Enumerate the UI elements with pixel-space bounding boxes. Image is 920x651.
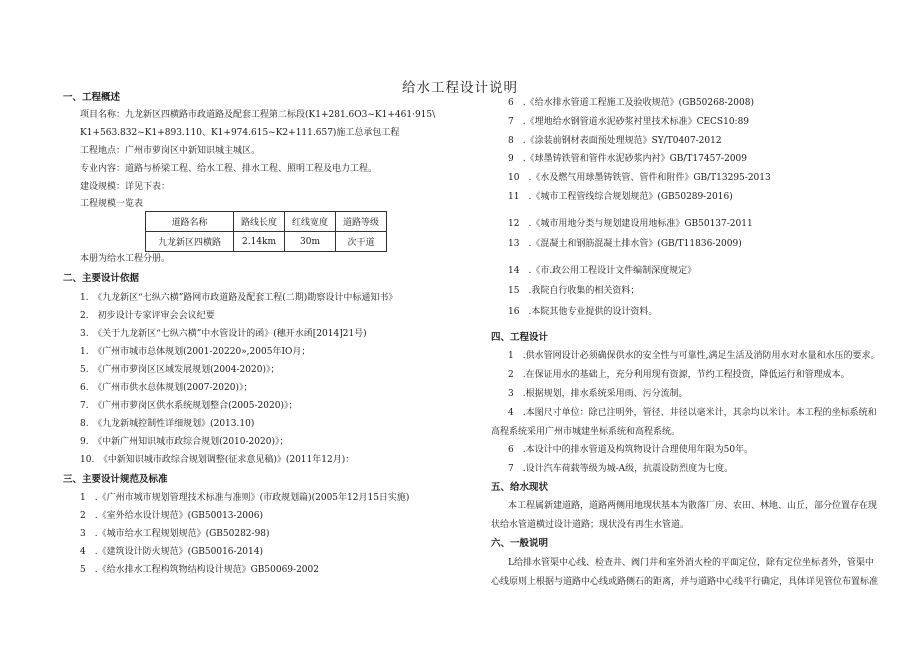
standard-item: 10 .《水及燃气用球墨铸铁管、管件和附件》GB/T13295-2013 — [508, 173, 771, 183]
basis-item: 3. 《关于九龙新区“七纵六横”中水管设计的函》(穗开水函[2014]21号) — [80, 329, 367, 339]
basis-item: 5. 《广州市萝岗区区域发展规划(2004-2020)》； — [80, 365, 280, 375]
project-name-line-1: 项目名称：九龙新区四横路市政道路及配套工程第二标段(K1+281.6O3~K1+461·915\ — [80, 110, 436, 120]
design-item: 1 .供水管网设计必须确保供水的安全性与可靠性,满足生活及消防用水对水量和水压的要求。 — [508, 351, 880, 361]
table-row — [146, 232, 387, 252]
table-header-cell: 路线长度 — [234, 212, 285, 232]
section-heading-status: 五、给水现状 — [491, 482, 549, 493]
design-item: 高程系统采用广州市城建坐标系统和高程系统。 — [491, 427, 681, 437]
section-heading-standards: 三、主要设计规范及标准 — [63, 474, 168, 485]
standard-item: 9 .《球墨铸铁管和管件水泥砂浆内衬》GB/T17457-2009 — [508, 154, 748, 164]
basis-item: 9. 《中新广州知识城市政综合规划(2010-2020)》； — [80, 437, 289, 447]
standard-item: 12 .《城市用地分类与规划建设用地标准》GB50137-2011 — [508, 219, 753, 229]
volume-note: 本册为给水工程分册。 — [80, 254, 171, 264]
standard-item: 11 .《城市工程管线综合规划规范》(GB50289-2016) — [508, 192, 733, 202]
basis-item: 10. 《中新知识城市政综合规划调整(征求意见稿)》(2011年12月)： — [80, 455, 355, 465]
table-cell: 30m — [285, 232, 336, 252]
basis-item: 2. 初步设计专家评审会会议纪要 — [80, 311, 215, 321]
standard-item: 15 .我院自行收集的相关资料； — [508, 286, 640, 296]
basis-item: 1. 《广州市城市总体规划(2001-20220»,2005年IO月； — [80, 347, 311, 357]
design-item: 2 .在保证用水的基础上，充分利用现有资源，节约工程投资，降低运行和管理成本。 — [508, 370, 850, 380]
standard-item: 8 .《涂装前钢材表面预处理规范》SY/T0407-2012 — [508, 136, 722, 146]
standard-item: 3 .《城市给水工程规划规范》(GB50282-98) — [80, 529, 270, 539]
table-title: 工程规模一览表 — [80, 199, 144, 209]
standard-item: 2 .《室外给水设计规范》(GB50013-2006) — [80, 511, 263, 521]
section-heading-basis: 二、主要设计依据 — [63, 273, 140, 284]
table-header-cell: 道路等级 — [336, 212, 387, 232]
scale-table — [145, 211, 387, 252]
basis-item: 8. 《九龙新城控制性详细规划》(2013.10) — [80, 419, 255, 429]
standard-item: 5 .《给水排水工程构筑物结构设计规范》GB50069-2002 — [80, 565, 319, 575]
project-specialties: 专业内容：道路与桥梁工程、给水工程、排水工程、照明工程及电力工程。 — [80, 164, 378, 174]
design-item: 4 .本图尺寸单位：除已注明外，管径、井径以毫米计，其余均以米计。本工程的坐标系统和 — [508, 408, 877, 418]
general-text-line: 心线原则上根据与道路中心线或路侧石的距离，并与道路中心线平行确定，具体详见管位布置标准 — [491, 577, 879, 587]
design-item: 6 .本设计中的排水管道及构筑物设计合理使用年限为50年。 — [508, 445, 754, 455]
standard-item: 16 .本院其他专业提供的设计资料。 — [508, 307, 658, 317]
standard-item: 1 .《广州市城市规划管理技术标准与准则》(市政规划篇)(2005年12月15日实施) — [80, 493, 410, 503]
standard-item: 14 .《市.政公用工程设计文件编制深度规定》 — [508, 266, 697, 276]
general-text-line: L给排水管渠中心线、检查井、阀门井和室外消火栓的平面定位，除有定位坐标者外，管渠中 — [508, 558, 874, 568]
document-title: 给水工程设计说明 — [402, 80, 518, 96]
project-location: 工程地点：广州市萝岗区中新知识城主城区。 — [80, 146, 261, 156]
table-cell: 2.14km — [234, 232, 285, 252]
scale-label: 建设规模：详见下表： — [80, 182, 171, 192]
table-header-row — [146, 212, 387, 232]
project-name-line-2: K1+563.832~K1+893.110、K1+974.615~K2+111.657)施工总承包工程 — [80, 128, 400, 138]
basis-item: 7. 《广州市萝岗区供水系统规划整合(2005-2020)》； — [80, 401, 298, 411]
section-heading-general: 六、一般说明 — [491, 538, 549, 549]
table-cell: 次干道 — [336, 232, 387, 252]
section-heading-overview: 一、工程概述 — [63, 92, 121, 103]
standard-item: 13 .《混凝土和钢筋混凝土排水管》(GB/T11836-2009) — [508, 239, 742, 249]
basis-item: 6. 《广州市供水总体规划(2007-2020)》； — [80, 383, 253, 393]
standard-item: 6 .《给水排水管道工程施工及验收规范》(GB50268-2008) — [508, 98, 754, 108]
status-text-line: 本工程属新建道路，道路两侧用地现状基本为散落厂房、农田、林地、山丘，部分位置存在现 — [508, 501, 878, 511]
table-header-cell: 红线宽度 — [285, 212, 336, 232]
design-item: 7 .设计汽车荷载等级为城-A级，抗震设防烈度为七度。 — [508, 464, 734, 474]
design-item: 3 .根据规划，排水系统采用雨、污分流制。 — [508, 389, 688, 399]
section-heading-design: 四、工程设计 — [491, 332, 549, 343]
status-text-line: 状给水管道横过设计道路；现状没有再生水管道。 — [491, 520, 690, 530]
table-header-cell: 道路名称 — [146, 212, 234, 232]
table-cell: 九龙新区四横路 — [146, 232, 234, 252]
standard-item: 7 .《埋地给水钢管道水泥砂浆衬里技术标准》CECS10:89 — [508, 117, 750, 127]
standard-item: 4 .《建筑设计防火规范》(GB50016-2014) — [80, 547, 263, 557]
basis-item: 1. 《九龙新区“七纵六横”路网市政道路及配套工程(二期)勘察设计中标通知书》 — [80, 293, 398, 303]
